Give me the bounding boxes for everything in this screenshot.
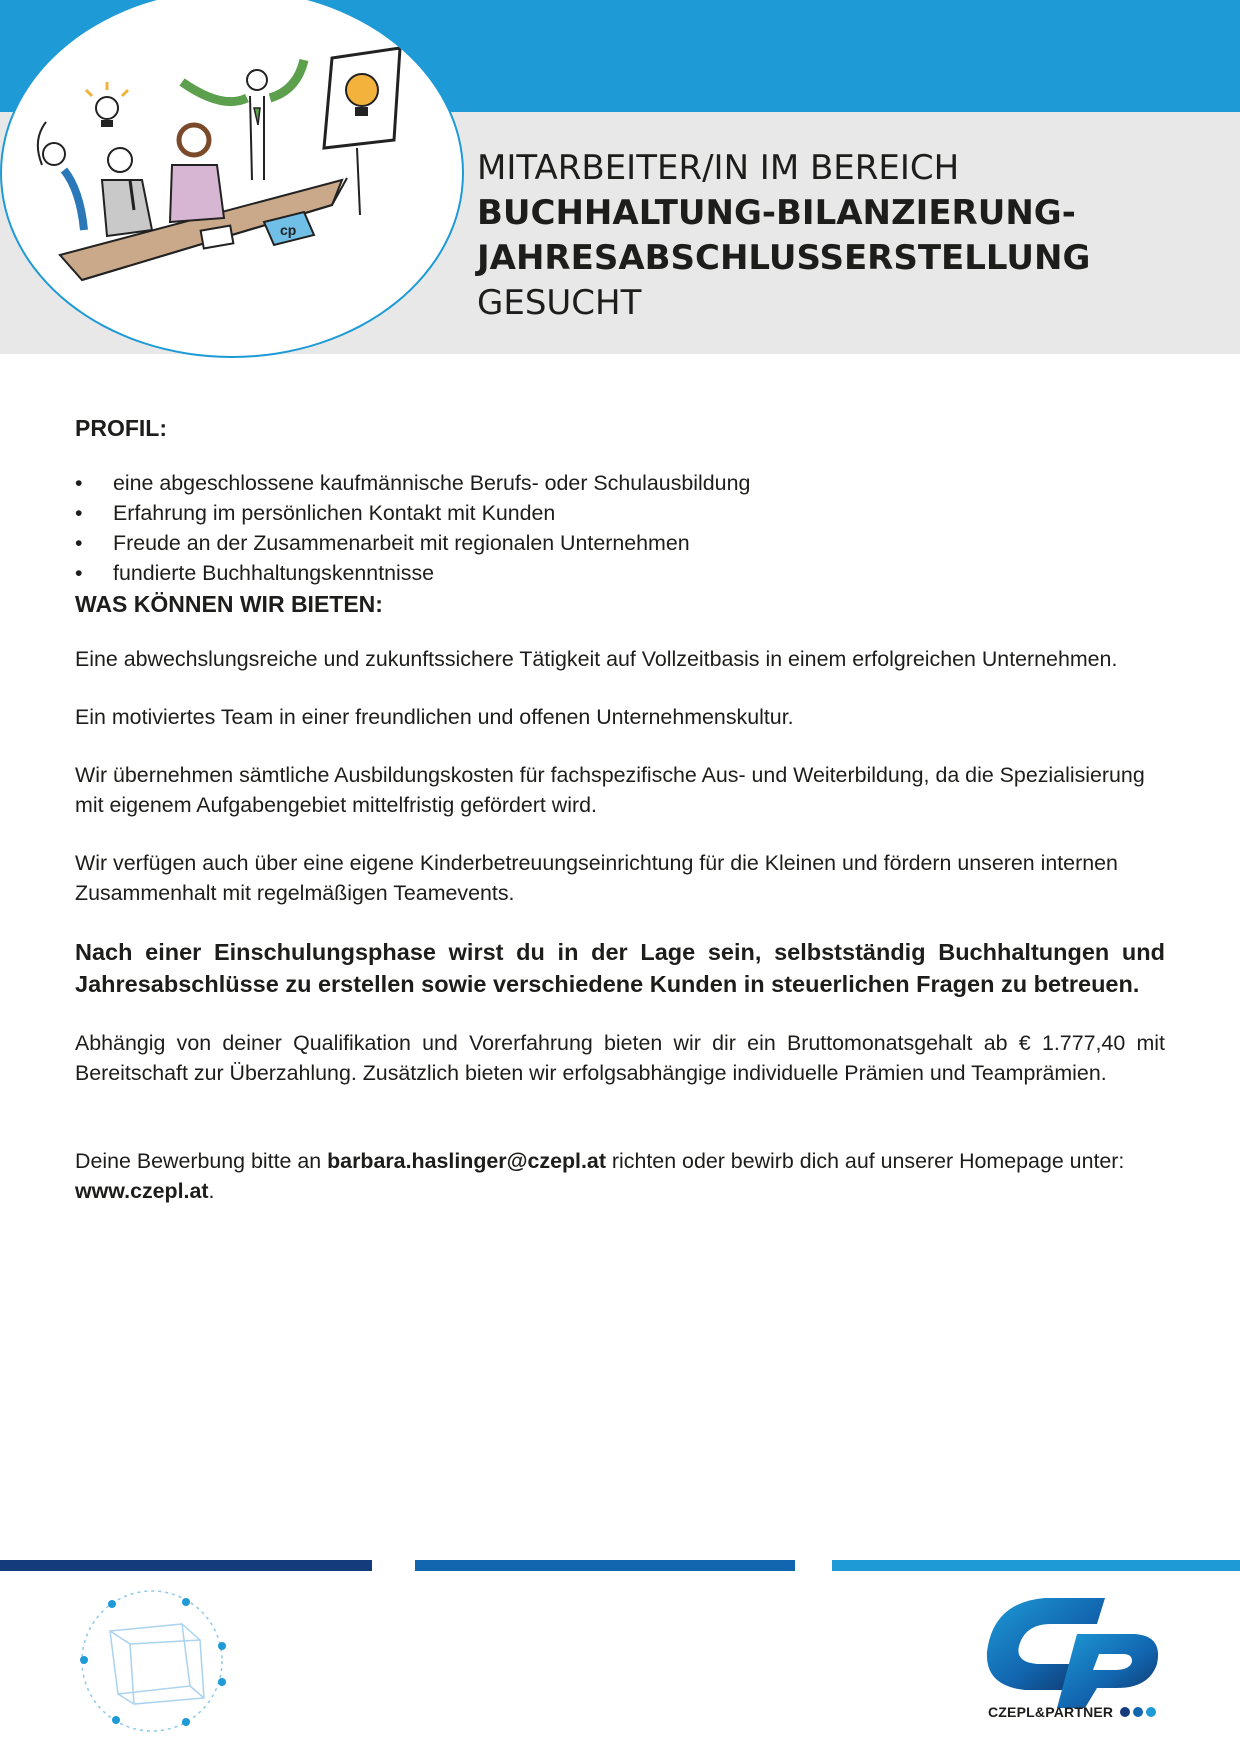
email-link[interactable]: barbara.haslinger@czepl.at (327, 1149, 606, 1173)
list-item (75, 558, 1165, 588)
offer-paragraph-1: Eine abwechslungsreiche und zukunftssichere Tätigkeit auf Vollzeitbasis in einem erfolgreichen Unternehmen. (75, 647, 1118, 671)
list-item-text: eine abgeschlossene kaufmännische Berufs- oder Schulausbildung (113, 471, 751, 495)
brand-dots-icon (1117, 1707, 1156, 1717)
website-link[interactable]: www.czepl.at (75, 1179, 209, 1203)
dot-mid (1133, 1707, 1143, 1717)
brand-name: CZEPL&PARTNER (988, 1704, 1114, 1720)
emphasis-paragraph: Nach einer Einschulungsphase wirst du in der Lage sein, selbstständig Buchhaltungen und Jahresabschlüsse zu erstellen sowie verschiedene Kunden in steuerlichen Fragen zu betreuen. (75, 939, 1165, 997)
title-line-4: GESUCHT (477, 283, 642, 323)
offer-paragraph-4: Wir verfügen auch über eine eigene Kinderbetreuungseinrichtung für die Kleinen und fördern unseren internen Zusammenhalt mit regelmäßigen Teamevents. (75, 851, 1118, 905)
list-item (75, 468, 1165, 498)
header-illustration-circle (0, 0, 464, 358)
salary-paragraph: Abhängig von deiner Qualifikation und Vorerfahrung bieten wir dir ein Bruttomonatsgehalt ab € 1.777,40 mit Bereitschaft zur Überzahlung. Zusätzlich bieten wir erfolgsabhängige individuelle Prämien und Teamprämien. (75, 1031, 1165, 1085)
list-item-text: Freude an der Zusammenarbeit mit regionalen Unternehmen (113, 531, 690, 555)
offer-paragraph-2: Ein motiviertes Team in einer freundlichen und offenen Unternehmenskultur. (75, 705, 794, 729)
czepl-partner-cp-logo (985, 1590, 1165, 1710)
bullet-icon: • (75, 501, 83, 525)
bullet-icon: • (75, 471, 83, 495)
footer-bar-light (832, 1560, 1240, 1571)
apply-text-middle: richten oder bewirb dich auf unserer Homepage unter: (605, 1149, 1125, 1173)
list-item-text: fundierte Buchhaltungskenntnisse (113, 561, 435, 585)
company-brand (988, 1704, 1156, 1720)
dot-dark (1120, 1707, 1130, 1717)
bullet-icon: • (75, 561, 83, 585)
offer-heading: WAS KÖNNEN WIR BIETEN: (75, 591, 383, 617)
footer-bar-mid (415, 1560, 795, 1571)
apply-text-before: Deine Bewerbung bitte an (75, 1149, 328, 1173)
title-line-1: MITARBEITER/IN IM BEREICH (477, 148, 960, 188)
profile-heading: PROFIL: (75, 415, 167, 441)
wireframe-cube-icon (72, 1586, 232, 1736)
list-item-text: Erfahrung im persönlichen Kontakt mit Kunden (113, 501, 556, 525)
application-paragraph (75, 1146, 1165, 1206)
job-description (75, 412, 1165, 1206)
page-title (477, 146, 1217, 326)
profile-list (75, 468, 1165, 588)
lightbulb-icon (86, 82, 128, 127)
footer-bar-dark (0, 1560, 372, 1571)
offer-paragraph-3: Wir übernehmen sämtliche Ausbildungskosten für fachspezifische Aus- und Weiterbildung, da die Spezialisierung mit eigenem Aufgabengebiet mittelfristig gefördert wird. (75, 763, 1145, 817)
bullet-icon: • (75, 531, 83, 555)
list-item (75, 528, 1165, 558)
list-item (75, 498, 1165, 528)
team-meeting-illustration (2, 0, 462, 356)
title-line-2: BUCHHALTUNG-BILANZIERUNG- (477, 193, 1076, 233)
dot-light (1146, 1707, 1156, 1717)
title-line-3: JAHRESABSCHLUSSERSTELLUNG (477, 238, 1091, 278)
apply-text-after: . (208, 1179, 215, 1203)
svg-text:cp: cp (280, 222, 297, 238)
